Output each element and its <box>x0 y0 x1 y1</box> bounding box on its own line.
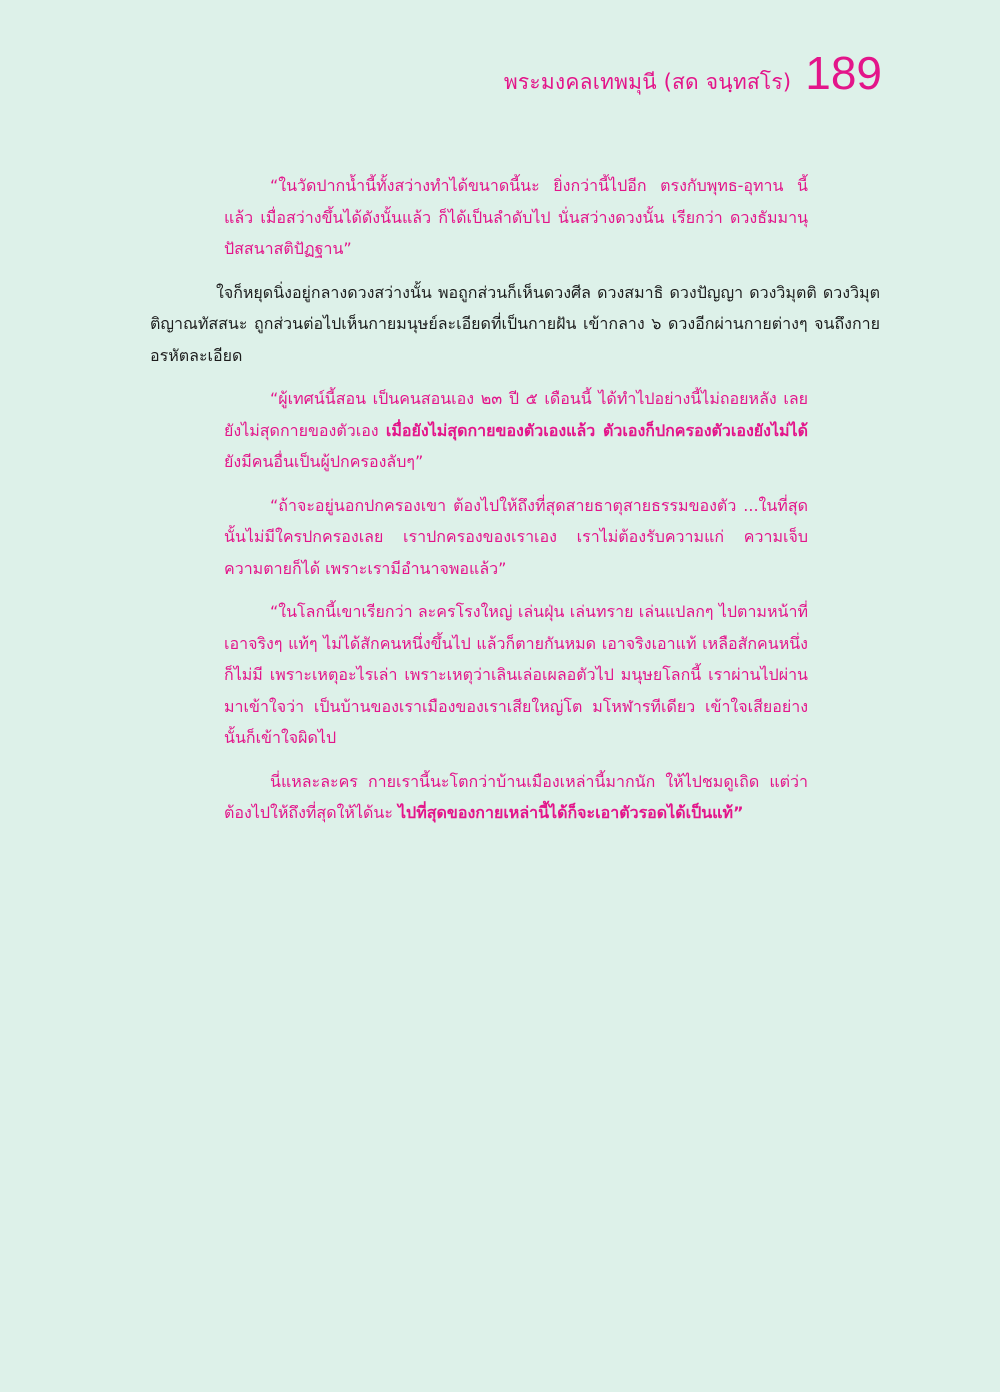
quote-paragraph-1 <box>224 170 808 265</box>
body-paragraph-1 <box>150 277 880 372</box>
quote-paragraph-5 <box>224 766 808 829</box>
quote-paragraph-4 <box>224 596 808 754</box>
running-header-title: พระมงคลเทพมุนี (สด จนฺทสโร) <box>503 70 792 94</box>
quote-3-text: “ถ้าจะอยู่นอกปกครองเขา ต้องไปให้ถึงที่สุดสายธาตุสายธรรมของตัว ...ในที่สุดนั้นไม่มีใครปกครองเลย เราปกครองของเราเอง เราไม่ต้องรับความแก่ ความเจ็บ ความตายก็ได้ เพราะเรามีอำนาจพอแล้ว” <box>224 495 808 578</box>
quote-5-text-start: นี่แหละละคร กายเรานี้นะโตกว่าบ้านเมืองเหล่านี้มากนัก ให้ไปชมดูเถิด แต่ว่าต้องไปให้ถึงที่สุดให้ได้นะ <box>224 771 808 822</box>
quote-2-text-end: ยังมีคนอื่นเป็นผู้ปกครองลับๆ” <box>224 452 424 471</box>
page-number: 189 <box>805 47 882 99</box>
quote-2-text-start: “ผู้เทศน์นี้สอน เป็นคนสอนเอง ๒๓ ปี ๕ เดือนนี้ ได้ทำไปอย่างนี้ไม่ถอยหลัง เลย ยังไม่สุดกายของตัวเอง <box>224 389 808 440</box>
quote-paragraph-2 <box>224 383 808 478</box>
running-header <box>503 47 882 99</box>
page-body <box>150 170 880 829</box>
body-1-text: ใจก็หยุดนิ่งอยู่กลางดวงสว่างนั้น พอถูกส่วนก็เห็นดวงศีล ดวงสมาธิ ดวงปัญญา ดวงวิมุตติ ดวงวิมุตติญาณทัสสนะ ถูกส่วนต่อไปเห็นกายมนุษย์ละเอียดที่เป็นกายฝัน เข้ากลาง ๖ ดวงอีกผ่านกายต่างๆ จนถึงกายอรหัตละเอียด <box>150 282 880 365</box>
quote-paragraph-3 <box>224 490 808 585</box>
quote-4-text: “ในโลกนี้เขาเรียกว่า ละครโรงใหญ่ เล่นฝุ่น เล่นทราย เล่นแปลกๆ ไปตามหน้าที่ เอาจริงๆ แท้ๆ ไม่ได้สักคนหนึ่งขึ้นไป แล้วก็ตายกันหมด เอาจริงเอาแท้ เหลือสักคนหนึ่งก็ไม่มี เพราะเหตุอะไรเล่า เพราะเหตุว่าเลินเล่อเผลอตัวไป มนุษยโลกนี้ เราผ่านไปผ่านมาเข้าใจว่า เป็นบ้านของเราเมืองของเราเสียใหญ่โต มโหฬารทีเดียว เข้าใจเสียอย่างนั้นก็เข้าใจผิดไป <box>224 602 808 747</box>
quote-2-emphasis: เมื่อยังไม่สุดกายของตัวเองแล้ว ตัวเองก็ปกครองตัวเองยังไม่ได้ <box>385 420 808 440</box>
quote-5-emphasis: ไปที่สุดของกายเหล่านี้ได้ก็จะเอาตัวรอดได้เป็นแท้” <box>398 803 744 822</box>
quote-1-text: “ในวัดปากน้ำนี้ทั้งสว่างทำได้ขนาดนี้นะ ยิ่งกว่านี้ไปอีก ตรงกับพุทธ-อุทาน นี้แล้ว เมื่อสว่างขึ้นได้ดังนั้นแล้ว ก็ได้เป็นลำดับไป นั่นสว่างดวงนั้น เรียกว่า ดวงธัมมานุปัสสนาสติปัฏฐาน” <box>224 176 808 258</box>
